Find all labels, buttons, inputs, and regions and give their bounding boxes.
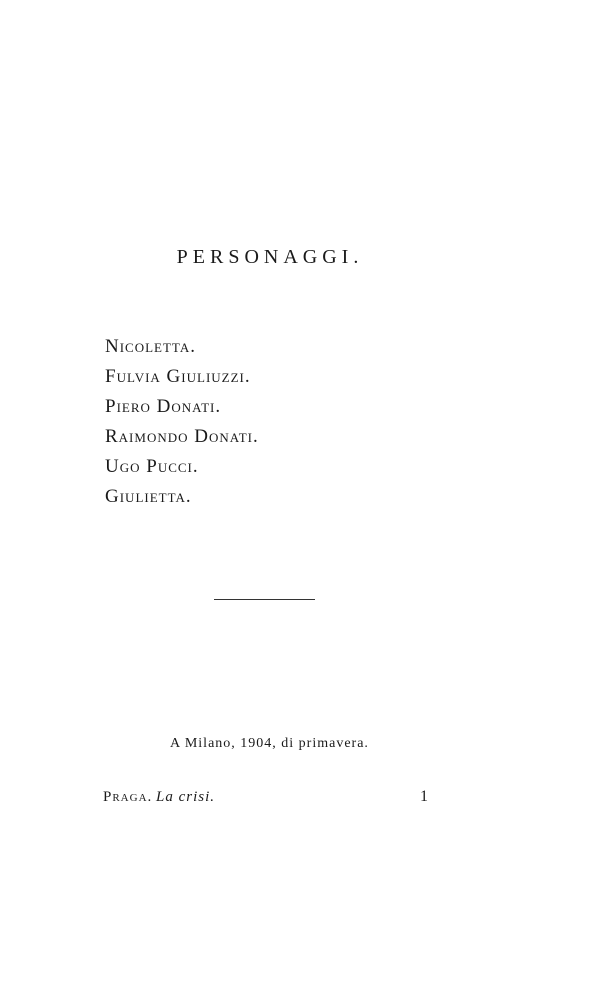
setting-dateline: A Milano, 1904, di primavera. — [170, 736, 369, 751]
cast-item: Raimondo Donati. — [105, 426, 259, 447]
cast-item: Giulietta. — [105, 486, 192, 507]
cast-item: Piero Donati. — [105, 396, 222, 417]
cast-list — [105, 332, 259, 512]
footer-author: Praga. — [103, 789, 153, 805]
separator-rule — [214, 599, 315, 600]
cast-item: Fulvia Giuliuzzi. — [105, 366, 251, 387]
cast-item: Ugo Pucci. — [105, 456, 199, 477]
page-heading: PERSONAGGI. — [176, 246, 364, 268]
running-footer — [103, 789, 215, 806]
page-number: 1 — [420, 788, 428, 805]
footer-title: La crisi. — [156, 789, 216, 805]
cast-item: Nicoletta. — [105, 336, 196, 357]
